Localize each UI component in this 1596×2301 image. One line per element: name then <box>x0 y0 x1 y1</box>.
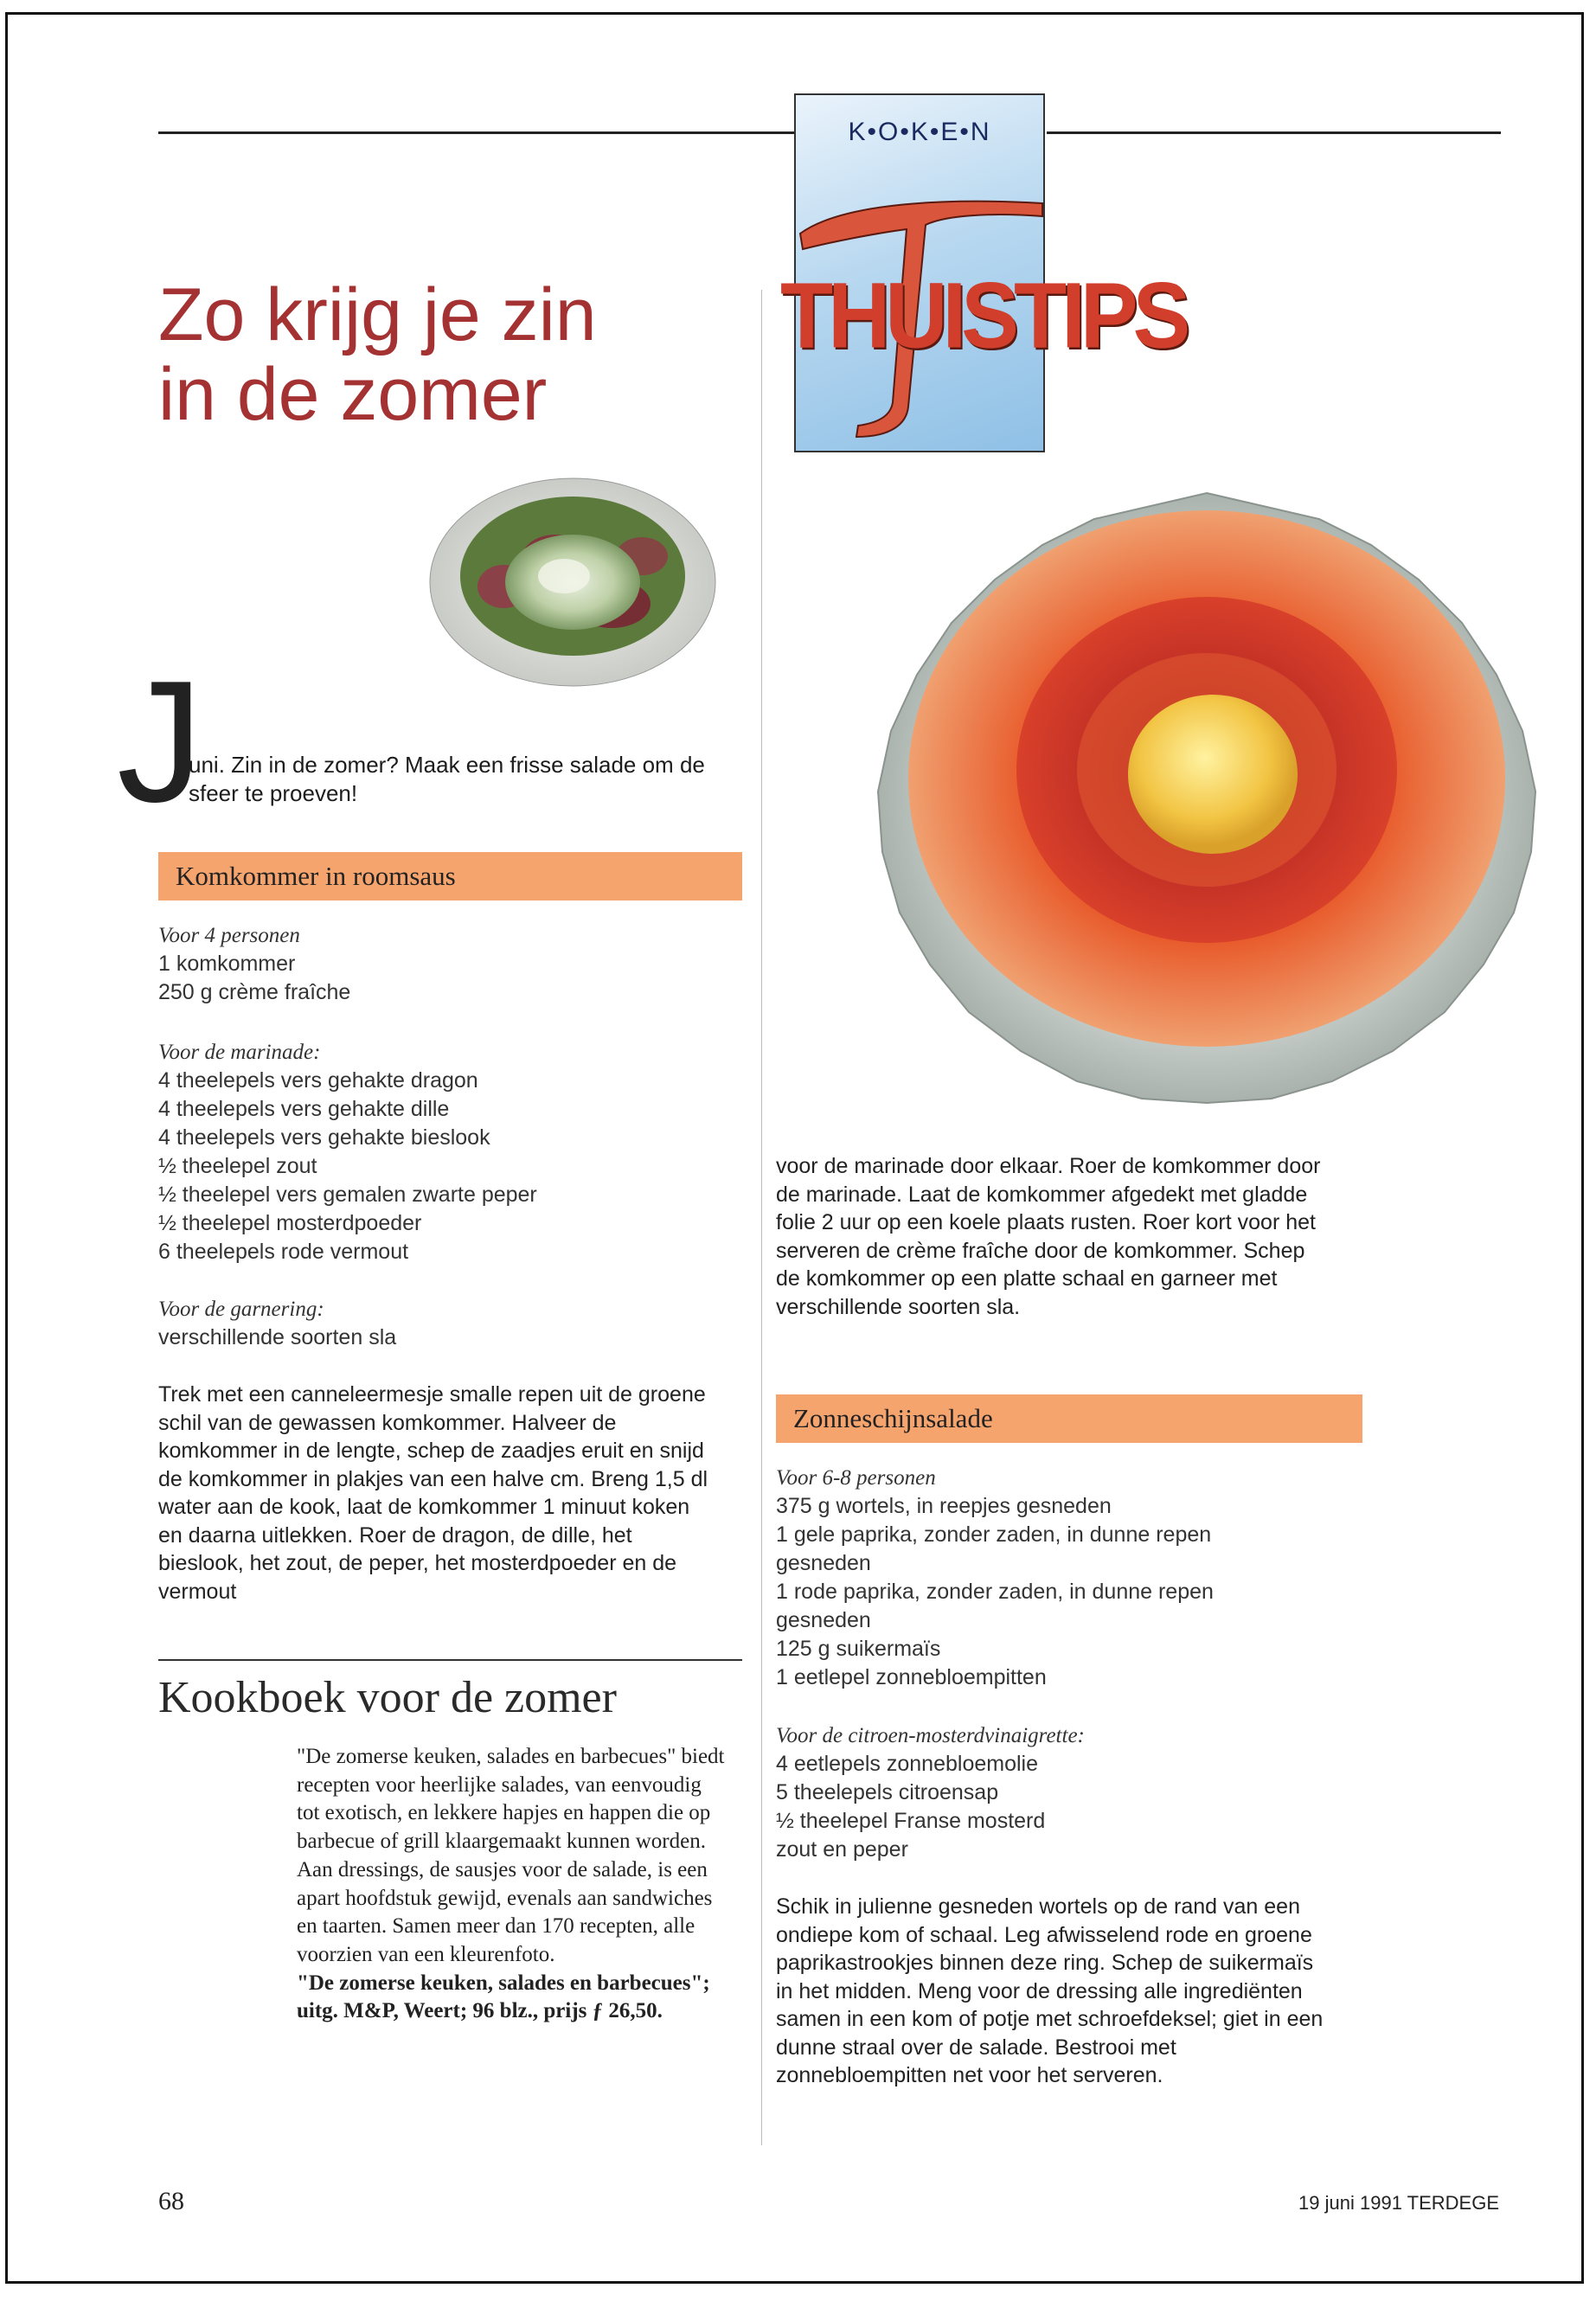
servings-label: Voor 4 personen <box>158 924 300 947</box>
thuistips-logo <box>780 93 1186 452</box>
title-line-1: Zo krijg je zin <box>158 273 597 356</box>
ingredient-line: verschillende soorten sla <box>158 1325 397 1349</box>
book-text <box>297 1743 729 2026</box>
marinade-label: Voor de marinade: <box>158 1041 321 1064</box>
ingredient-line: ½ theelepel Franse mosterd <box>776 1809 1046 1833</box>
ingredient-line: 4 eetlepels zonnebloemolie <box>776 1752 1038 1776</box>
ingredient-line: 1 komkommer <box>158 952 296 976</box>
ingredient-line: zout en peper <box>776 1837 908 1862</box>
recipe-2-method: Schik in julienne gesneden wortels op de rand van een ondiepe kom of schaal. Leg afwisselend rode en groene paprikastrookjes binnen deze ring. Schep de suikermaïs in het midden. Meng voor de dressing alle ingrediënten samen in een kom of potje met schroefdeksel; giet in een dunne straal over de salade. Bestrooi met zonnebloempitten net voor het serveren. <box>776 1894 1324 2087</box>
article-title <box>158 275 597 434</box>
ingredient-line: 1 gele paprika, zonder zaden, in dunne repen <box>776 1522 1212 1547</box>
ingredient-line: 4 theelepels vers gehakte dille <box>158 1097 450 1121</box>
ingredient-line: 6 theelepels rode vermout <box>158 1240 409 1264</box>
book-credit: "De zomerse keuken, salades en barbecues"; uitg. M&P, Weert; 96 blz., prijs ƒ 26,50. <box>297 1971 710 2023</box>
recipe-2-ingredients <box>776 1464 1214 1692</box>
title-line-2: in de zomer <box>158 353 548 436</box>
ingredient-line: gesneden <box>776 1608 871 1632</box>
issue-date: 19 juni 1991 TERDEGE <box>1298 2192 1499 2214</box>
section-label: K•O•K•E•N <box>848 118 991 146</box>
sunshine-salad-photo <box>848 484 1566 1107</box>
book-heading: Kookboek voor de zomer <box>158 1673 617 1722</box>
recipe-1-method-part-1: Trek met een canneleermesje smalle repen uit de groene schil van de gewassen komkommer. Halveer de komkommer in de lengte, schep de zaadjes eruit en snijd de komkommer in plakjes van een halve cm. Breng 1,5 dl water aan de kook, laat de komkommer 1 minuut koken en daarna uitlekken. Roer de dragon, de dille, het bieslook, het zout, de peper, het mosterdpoeder en de vermout <box>158 1382 708 1604</box>
ingredient-line: ½ theelepel vers gemalen zwarte peper <box>158 1183 537 1207</box>
ingredient-line: 4 theelepels vers gehakte bieslook <box>158 1125 490 1150</box>
ingredient-line: ½ theelepel zout <box>158 1154 317 1178</box>
book-paragraph-2: Aan dressings, de sausjes voor de salade, is een apart hoofdstuk gewijd, evenals aan sandwiches en taarten. Samen meer dan 170 recepten, alle voorzien van een kleurenfoto. <box>297 1857 713 1966</box>
ingredient-line: 125 g suikermaïs <box>776 1637 941 1661</box>
ingredient-line: 1 rode paprika, zonder zaden, in dunne repen <box>776 1580 1214 1604</box>
recipe-1-marinade <box>158 1038 537 1266</box>
dressing-label: Voor de citroen-mosterdvinaigrette: <box>776 1724 1085 1747</box>
top-rule-left <box>158 131 794 134</box>
recipe-1-title: Komkommer in roomsaus <box>158 852 742 901</box>
page-number: 68 <box>158 2187 184 2215</box>
cucumber-salad-photo <box>426 474 720 690</box>
dropcap: J <box>117 645 203 838</box>
logo-text: THUISTIPS <box>780 263 1186 369</box>
section-rule <box>158 1659 742 1661</box>
ingredient-line: ½ theelepel mosterdpoeder <box>158 1211 422 1235</box>
recipe-1-ingredients <box>158 921 350 1007</box>
ingredient-line: 250 g crème fraîche <box>158 980 351 1004</box>
ingredient-line: 375 g wortels, in reepjes gesneden <box>776 1494 1112 1518</box>
ingredient-line: gesneden <box>776 1551 871 1575</box>
ingredient-line: 4 theelepels vers gehakte dragon <box>158 1068 478 1093</box>
recipe-1-method-part-2: voor de marinade door elkaar. Roer de komkommer door de marinade. Laat de komkommer afgedekt met gladde folie 2 uur op een koele plaats rusten. Roer kort voor het serveren de crème fraîche door de komkommer. Schep de komkommer op een platte schaal en garneer met verschillende soorten sla. <box>776 1154 1321 1319</box>
book-paragraph-1: "De zomerse keuken, salades en barbecues" biedt recepten voor heerlijke salades, van eenvoudig tot exotisch, en lekkere hapjes en happen die op barbecue of grill klaargemaakt kunnen worden. <box>297 1745 725 1854</box>
servings-label: Voor 6-8 personen <box>776 1466 936 1490</box>
garnish-label: Voor de garnering: <box>158 1298 324 1321</box>
recipe-2-title: Zonneschijnsalade <box>776 1394 1362 1443</box>
recipe-2-dressing <box>776 1721 1085 1864</box>
ingredient-line: 5 theelepels citroensap <box>776 1780 999 1804</box>
column-divider <box>761 290 762 2145</box>
top-rule-right <box>1047 131 1501 134</box>
recipe-1-garnish <box>158 1295 396 1352</box>
ingredient-line: 1 eetlepel zonnebloempitten <box>776 1665 1047 1689</box>
intro-text: uni. Zin in de zomer? Maak een frisse salade om de sfeer te proeven! <box>189 752 705 806</box>
